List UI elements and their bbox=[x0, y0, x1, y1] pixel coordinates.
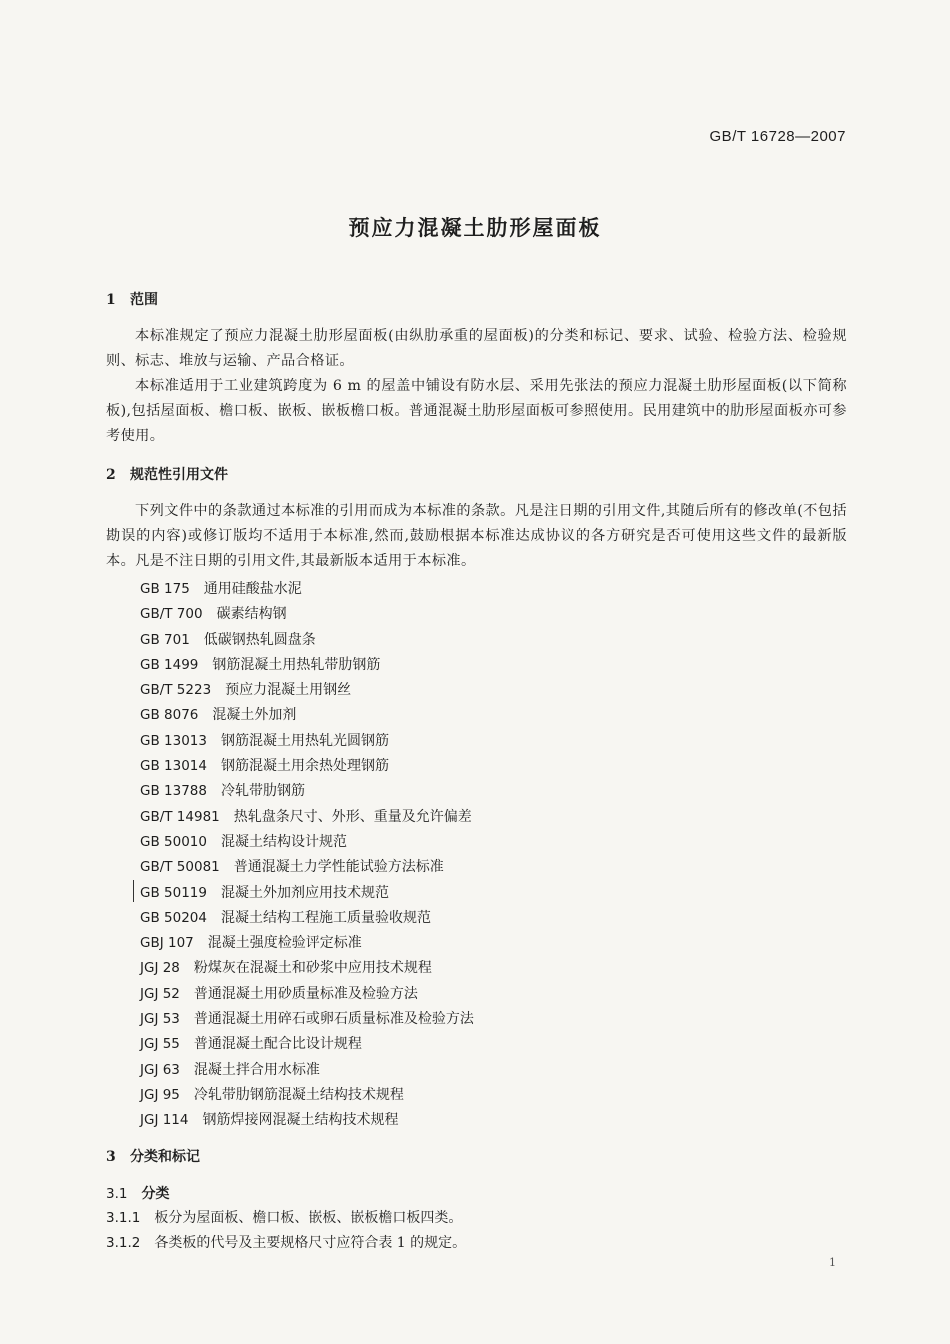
section-title: 规范性引用文件 bbox=[130, 467, 228, 483]
reference-name: 普通混凝土用砂质量标准及检验方法 bbox=[193, 985, 418, 1002]
reference-item bbox=[140, 729, 474, 754]
reference-code: JGJ 55 bbox=[140, 1036, 180, 1053]
clause-3-1-2 bbox=[106, 1232, 466, 1252]
reference-name: 冷轧带肋钢筋 bbox=[220, 783, 305, 800]
standard-number: GB/T 16728—2007 bbox=[709, 128, 846, 145]
reference-item bbox=[140, 1007, 474, 1032]
reference-item bbox=[140, 956, 474, 981]
section-1-paragraph-1: 本标准规定了预应力混凝土肋形屋面板(由纵肋承重的屋面板)的分类和标记、要求、试验、检验方法、检验规则、标志、堆放与运输、产品合格证。 bbox=[106, 328, 847, 369]
reference-item bbox=[140, 830, 474, 855]
clause-3-1 bbox=[106, 1183, 169, 1203]
reference-code: GB 50119 bbox=[140, 884, 207, 901]
reference-name: 热轧盘条尺寸、外形、重量及允许偏差 bbox=[233, 808, 472, 825]
reference-code: JGJ 53 bbox=[140, 1011, 180, 1028]
document-title: 预应力混凝土肋形屋面板 bbox=[348, 215, 602, 240]
reference-item bbox=[140, 1032, 474, 1057]
section-title: 范围 bbox=[130, 292, 158, 308]
reference-code: GB 50010 bbox=[140, 833, 207, 850]
reference-name: 混凝土外加剂应用技术规范 bbox=[220, 884, 389, 901]
clause-number: 3.1.2 bbox=[106, 1235, 141, 1251]
reference-item bbox=[140, 855, 474, 880]
reference-code: JGJ 28 bbox=[140, 960, 180, 977]
reference-name: 钢筋混凝土用热轧光圆钢筋 bbox=[220, 732, 389, 749]
reference-code: GBJ 107 bbox=[140, 935, 194, 952]
reference-code: JGJ 52 bbox=[140, 985, 180, 1002]
reference-item bbox=[140, 602, 474, 627]
reference-name: 冷轧带肋钢筋混凝土结构技术规程 bbox=[193, 1086, 404, 1103]
section-2-heading bbox=[106, 464, 228, 484]
reference-name: 普通混凝土力学性能试验方法标准 bbox=[233, 859, 444, 876]
section-number: 2 bbox=[106, 467, 116, 483]
reference-name: 钢筋混凝土用热轧带肋钢筋 bbox=[212, 656, 381, 673]
reference-item bbox=[140, 653, 474, 678]
reference-code: GB 13788 bbox=[140, 783, 207, 800]
reference-code: GB 8076 bbox=[140, 707, 199, 724]
clause-3-1-1 bbox=[106, 1207, 462, 1227]
reference-name: 钢筋混凝土用余热处理钢筋 bbox=[220, 758, 389, 775]
reference-item bbox=[140, 678, 474, 703]
reference-item bbox=[140, 779, 474, 804]
reference-item bbox=[140, 703, 474, 728]
reference-name: 混凝土结构设计规范 bbox=[220, 833, 347, 850]
reference-name: 普通混凝土用碎石或卵石质量标准及检验方法 bbox=[193, 1011, 474, 1028]
section-number: 1 bbox=[106, 292, 116, 308]
reference-item bbox=[140, 906, 474, 931]
normative-reference-list bbox=[140, 577, 474, 1134]
reference-code: GB 701 bbox=[140, 631, 190, 648]
section-number: 3 bbox=[106, 1149, 116, 1165]
reference-item bbox=[140, 1058, 474, 1083]
section-1-paragraph-2: 本标准适用于工业建筑跨度为 6 m 的屋盖中铺设有防水层、采用先张法的预应力混凝土肋形屋面板(以下简称板),包括屋面板、檐口板、嵌板、嵌板檐口板。普通混凝土肋形屋面板可参照使用。民用建筑中的肋形屋面板亦可参考使用。 bbox=[106, 378, 847, 444]
reference-item bbox=[140, 1108, 474, 1133]
reference-name: 普通混凝土配合比设计规程 bbox=[193, 1036, 362, 1053]
section-2-paragraph-1: 下列文件中的条款通过本标准的引用而成为本标准的条款。凡是注日期的引用文件,其随后所有的修改单(不包括勘误的内容)或修订版均不适用于本标准,然而,鼓励根据本标准达成协议的各方研究是否可使用这些文件的最新版本。凡是不注日期的引用文件,其最新版本适用于本标准。 bbox=[106, 503, 847, 569]
clause-number: 3.1 bbox=[106, 1186, 128, 1202]
reference-code: JGJ 114 bbox=[140, 1112, 189, 1129]
clause-text: 各类板的代号及主要规格尺寸应符合表 1 的规定。 bbox=[154, 1235, 467, 1251]
reference-code: GB/T 14981 bbox=[140, 808, 220, 825]
reference-code: GB 175 bbox=[140, 581, 190, 597]
section-3-heading bbox=[106, 1146, 200, 1166]
reference-item bbox=[140, 577, 474, 602]
reference-item bbox=[140, 881, 474, 906]
reference-item bbox=[140, 1083, 474, 1108]
revision-mark bbox=[133, 880, 134, 902]
reference-name: 低碳钢热轧圆盘条 bbox=[203, 631, 316, 648]
reference-item bbox=[140, 982, 474, 1007]
clause-number: 3.1.1 bbox=[106, 1210, 141, 1226]
reference-item bbox=[140, 628, 474, 653]
reference-code: GB/T 50081 bbox=[140, 859, 220, 876]
reference-code: GB 1499 bbox=[140, 656, 199, 673]
section-1-heading bbox=[106, 289, 158, 309]
page-number: 1 bbox=[829, 1256, 836, 1269]
reference-code: GB/T 700 bbox=[140, 606, 203, 623]
reference-name: 混凝土强度检验评定标准 bbox=[207, 935, 362, 952]
reference-name: 混凝土结构工程施工质量验收规范 bbox=[220, 909, 431, 926]
reference-item bbox=[140, 754, 474, 779]
reference-item bbox=[140, 931, 474, 956]
clause-text: 板分为屋面板、檐口板、嵌板、嵌板檐口板四类。 bbox=[154, 1210, 463, 1226]
reference-name: 混凝土外加剂 bbox=[212, 707, 297, 724]
reference-code: GB 13014 bbox=[140, 758, 207, 775]
clause-title: 分类 bbox=[141, 1186, 170, 1202]
reference-name: 钢筋焊接网混凝土结构技术规程 bbox=[202, 1112, 399, 1129]
reference-code: JGJ 95 bbox=[140, 1086, 180, 1103]
reference-code: GB 13013 bbox=[140, 732, 207, 749]
reference-name: 粉煤灰在混凝土和砂浆中应用技术规程 bbox=[193, 960, 432, 977]
reference-name: 通用硅酸盐水泥 bbox=[203, 581, 302, 597]
reference-name: 混凝土拌合用水标准 bbox=[193, 1061, 320, 1078]
reference-code: GB/T 5223 bbox=[140, 682, 212, 699]
section-title: 分类和标记 bbox=[130, 1149, 200, 1165]
reference-item bbox=[140, 805, 474, 830]
reference-code: JGJ 63 bbox=[140, 1061, 180, 1078]
reference-name: 预应力混凝土用钢丝 bbox=[225, 682, 352, 699]
reference-code: GB 50204 bbox=[140, 909, 207, 926]
reference-name: 碳素结构钢 bbox=[216, 606, 287, 623]
